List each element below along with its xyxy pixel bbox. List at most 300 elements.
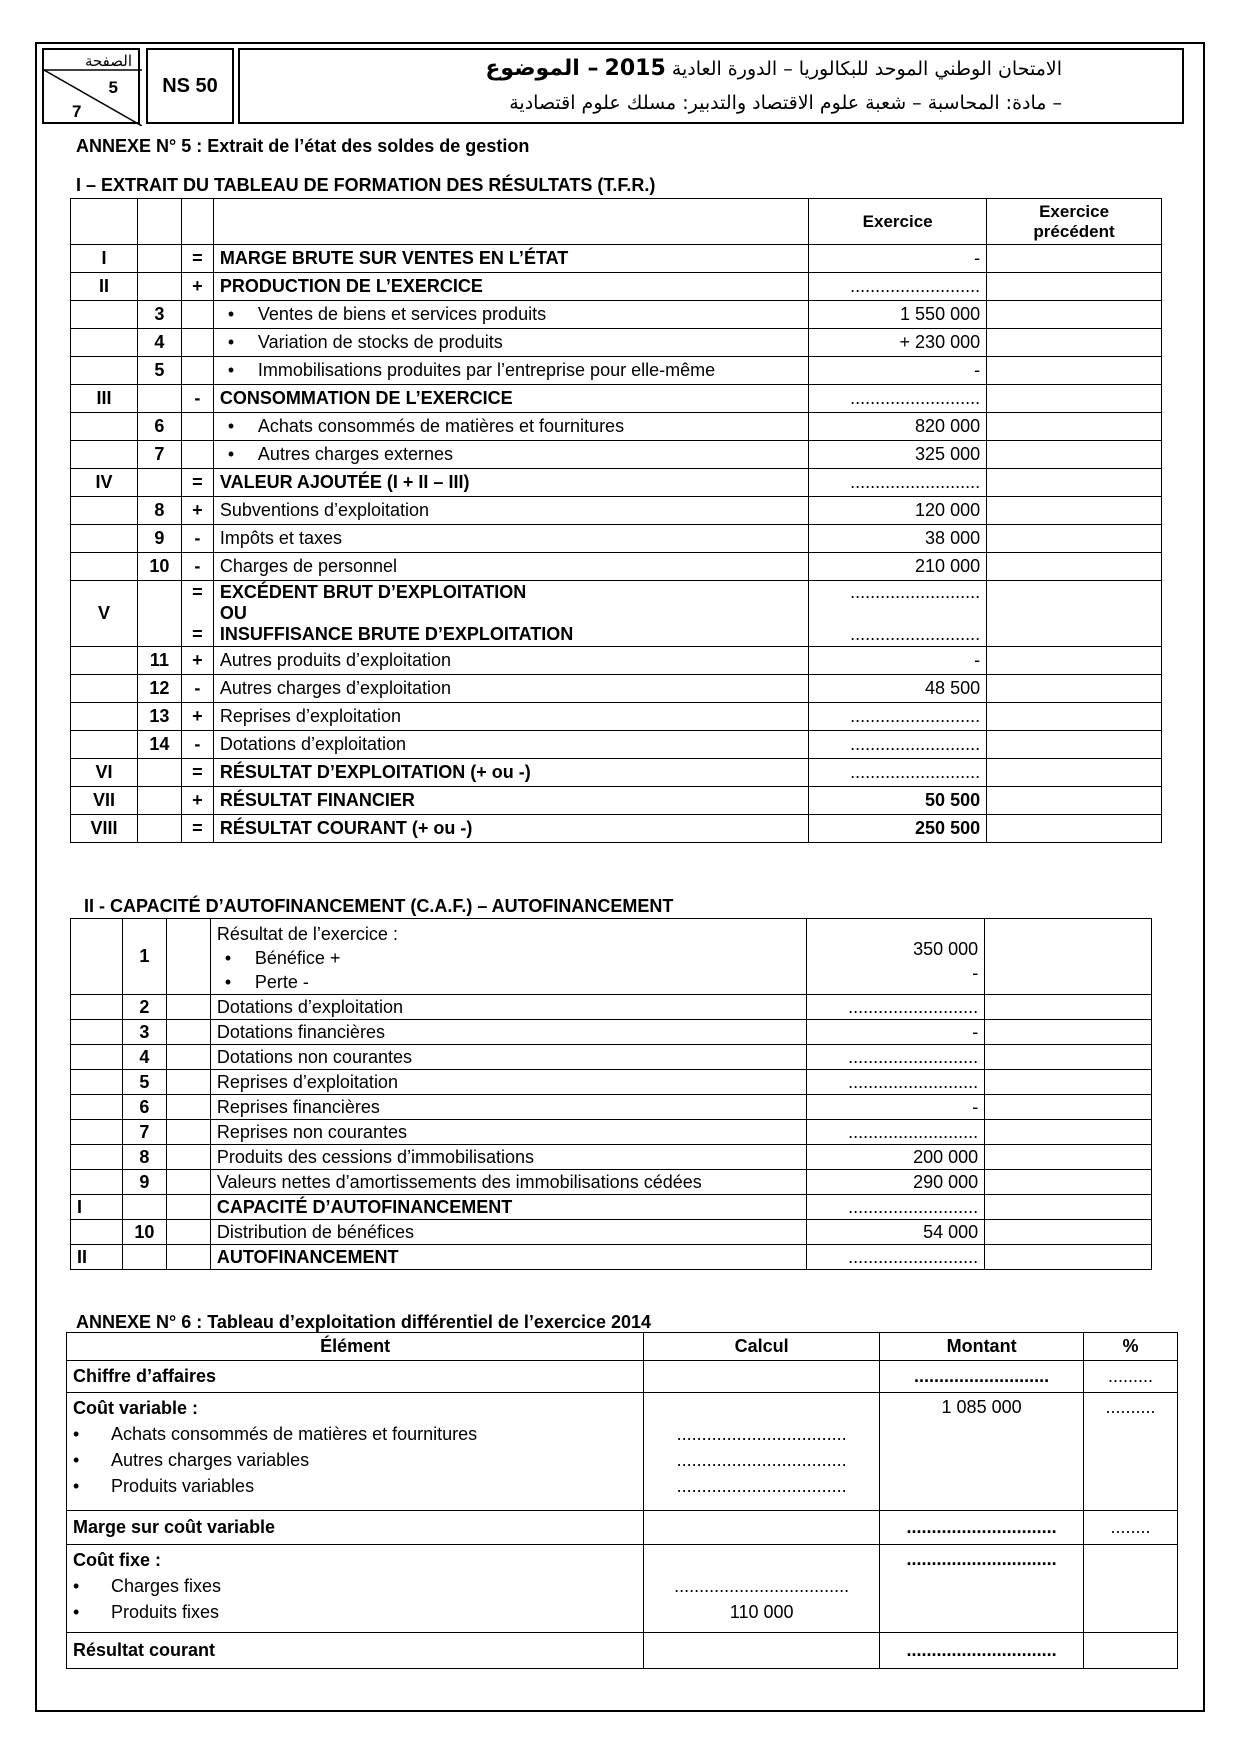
a6-ca-pct: .........	[1084, 1361, 1178, 1393]
tfr-header-empty	[71, 199, 138, 245]
tfr-num	[137, 273, 181, 301]
a6-cf-item: • Charges fixes	[73, 1573, 637, 1599]
tfr-sign-spacer	[188, 603, 207, 624]
tfr-header-empty	[181, 199, 213, 245]
tfr-sign: -	[181, 731, 213, 759]
tfr-roman	[71, 675, 138, 703]
caf-row	[71, 1120, 1152, 1145]
caf-empty	[166, 1220, 210, 1245]
caf-benefice-label: • Bénéfice +	[217, 946, 800, 970]
tfr-header-row	[71, 199, 1162, 245]
a6-cv-montant: 1 085 000	[880, 1393, 1084, 1511]
caf-value: -	[807, 1095, 985, 1120]
tfr-num	[137, 759, 181, 787]
tfr-num: 7	[137, 441, 181, 469]
a6-col-pct: %	[1084, 1333, 1178, 1361]
a6-cv-item: • Autres charges variables	[73, 1447, 637, 1473]
tfr-roman	[71, 357, 138, 385]
tfr-sign: +	[181, 787, 213, 815]
caf-label: Reprises d’exploitation	[210, 1070, 806, 1095]
tfr-label: • Autres charges externes	[213, 441, 808, 469]
a6-cf-calc-2: 110 000	[729, 1602, 794, 1622]
caf-label: Produits des cessions d’immobilisations	[210, 1145, 806, 1170]
a6-mcv-montant: ..............................	[880, 1511, 1084, 1545]
tfr-num: 14	[137, 731, 181, 759]
ibe-value: ..........................	[850, 624, 981, 644]
caf-num: 2	[122, 995, 166, 1020]
caf-value: ..........................	[807, 1245, 985, 1270]
tfr-num	[137, 469, 181, 497]
caf-roman: I	[71, 1195, 123, 1220]
tfr-roman	[71, 553, 138, 581]
tfr-value: 120 000	[809, 497, 987, 525]
caf-empty	[166, 1195, 210, 1220]
tfr-label: • Achats consommés de matières et fournitures	[213, 413, 808, 441]
title-line-1-prefix: الامتحان الوطني الموحد للبكالوريا – الدورة العادية	[671, 58, 1062, 80]
caf-roman: II	[71, 1245, 123, 1270]
tfr-label: • Variation de stocks de produits	[213, 329, 808, 357]
page-box	[42, 48, 140, 124]
tfr-value: ..........................	[809, 385, 987, 413]
caf-prev	[985, 1070, 1152, 1095]
caf-roman	[71, 1220, 123, 1245]
a6-cv-list	[73, 1421, 637, 1499]
tfr-num: 12	[137, 675, 181, 703]
caf-num	[122, 1245, 166, 1270]
caf-roman	[71, 1145, 123, 1170]
tfr-sign-2: =	[192, 624, 203, 644]
tfr-sign: -	[181, 525, 213, 553]
caf-prev	[985, 1020, 1152, 1045]
a6-mcv-label: Marge sur coût variable	[67, 1511, 644, 1545]
a6-ca-montant: ...........................	[880, 1361, 1084, 1393]
tfr-label: Autres charges d’exploitation	[213, 675, 808, 703]
tfr-value: 250 500	[809, 815, 987, 843]
caf-roman	[71, 919, 123, 995]
tfr-sign: +	[181, 703, 213, 731]
v-spacer	[815, 603, 980, 624]
a6-rc-montant: ..............................	[880, 1633, 1084, 1669]
caf-row	[71, 1170, 1152, 1195]
tfr-prev	[987, 731, 1162, 759]
caf-prev	[985, 919, 1152, 995]
tfr-col-exercice-prec-2: précédent	[1033, 221, 1115, 241]
caf-label: Dotations d’exploitation	[210, 995, 806, 1020]
page-label: الصفحة	[84, 52, 132, 70]
a6-cf-list	[73, 1573, 637, 1625]
title-line-1-suffix: – الموضوع	[485, 56, 599, 81]
tfr-row-v	[71, 581, 1162, 647]
tfr-num: 9	[137, 525, 181, 553]
tfr-roman	[71, 647, 138, 675]
caf-label: CAPACITÉ D’AUTOFINANCEMENT	[210, 1195, 806, 1220]
tfr-sign	[181, 441, 213, 469]
tfr-sign	[181, 581, 213, 647]
caf-empty	[166, 1145, 210, 1170]
tfr-value: ..........................	[809, 731, 987, 759]
tfr-col-exercice-prec-1: Exercice	[1039, 201, 1110, 221]
tfr-value: ..........................	[809, 469, 987, 497]
exam-title-box	[238, 48, 1184, 124]
tfr-sign	[181, 329, 213, 357]
tfr-row	[71, 413, 1162, 441]
a6-ca-label: Chiffre d’affaires	[67, 1361, 644, 1393]
tfr-row	[71, 385, 1162, 413]
tfr-label-v	[213, 581, 808, 647]
caf-num: 7	[122, 1120, 166, 1145]
caf-value: ..........................	[807, 1070, 985, 1095]
tfr-value: -	[809, 647, 987, 675]
caf-roman	[71, 1020, 123, 1045]
tfr-label: • Ventes de biens et services produits	[213, 301, 808, 329]
tfr-num	[137, 787, 181, 815]
tfr-prev	[987, 525, 1162, 553]
caf-num: 5	[122, 1070, 166, 1095]
tfr-sign	[181, 301, 213, 329]
tfr-prev	[987, 385, 1162, 413]
tfr-row	[71, 703, 1162, 731]
tfr-label: • Immobilisations produites par l’entreprise pour elle-même	[213, 357, 808, 385]
tfr-row	[71, 675, 1162, 703]
a6-cv-item: • Achats consommés de matières et fournitures	[73, 1421, 637, 1447]
tfr-sign: =	[181, 759, 213, 787]
tfr-roman: VII	[71, 787, 138, 815]
caf-roman	[71, 1095, 123, 1120]
tfr-roman	[71, 497, 138, 525]
tfr-value: 48 500	[809, 675, 987, 703]
a6-rc-label: Résultat courant	[67, 1633, 644, 1669]
caf-empty	[166, 1120, 210, 1145]
caf-value: -	[807, 1020, 985, 1045]
a6-mcv-pct: ........	[1084, 1511, 1178, 1545]
a6-cv-calc: ..................................	[676, 1424, 847, 1444]
caf-prev	[985, 1145, 1152, 1170]
caf-label: Distribution de bénéfices	[210, 1220, 806, 1245]
caf-row-resultat	[71, 919, 1152, 995]
tfr-roman	[71, 413, 138, 441]
caf-prev	[985, 1120, 1152, 1145]
tfr-value-v	[809, 581, 987, 647]
tfr-value: 1 550 000	[809, 301, 987, 329]
tfr-num: 13	[137, 703, 181, 731]
a6-header-row	[67, 1333, 1178, 1361]
tfr-label: Subventions d’exploitation	[213, 497, 808, 525]
tfr-value: ..........................	[809, 759, 987, 787]
exam-code: NS 50	[146, 48, 234, 124]
tfr-sign	[181, 413, 213, 441]
caf-row	[71, 1195, 1152, 1220]
caf-prev	[985, 1170, 1152, 1195]
caf-empty	[166, 1045, 210, 1070]
a6-rc-calc	[644, 1633, 880, 1669]
a6-cf-calc-cell	[644, 1545, 880, 1633]
a6-cf-label: Coût fixe :	[73, 1550, 161, 1570]
tfr-label: RÉSULTAT FINANCIER	[213, 787, 808, 815]
annexe6-title: ANNEXE N° 6 : Tableau d’exploitation différentiel de l’exercice 2014	[76, 1312, 652, 1332]
tfr-num: 6	[137, 413, 181, 441]
tfr-prev	[987, 413, 1162, 441]
tfr-prev	[987, 675, 1162, 703]
tfr-label: Impôts et taxes	[213, 525, 808, 553]
tfr-row	[71, 329, 1162, 357]
a6-cv-calc: ..................................	[676, 1476, 847, 1496]
caf-prev	[985, 1095, 1152, 1120]
a6-row-cv	[67, 1393, 1178, 1511]
tfr-prev	[987, 815, 1162, 843]
caf-roman	[71, 995, 123, 1020]
title-line-1	[485, 56, 1062, 81]
tfr-row	[71, 553, 1162, 581]
tfr-value: 210 000	[809, 553, 987, 581]
caf-num: 8	[122, 1145, 166, 1170]
tfr-prev	[987, 703, 1162, 731]
tfr-row	[71, 441, 1162, 469]
a6-cf-pct	[1084, 1545, 1178, 1633]
caf-roman	[71, 1045, 123, 1070]
caf-value-resultat	[807, 919, 985, 995]
caf-label: Reprises non courantes	[210, 1120, 806, 1145]
caf-num: 10	[122, 1220, 166, 1245]
a6-row-cf	[67, 1545, 1178, 1633]
a6-row-ca	[67, 1361, 1178, 1393]
title-year: 2015	[604, 56, 666, 81]
tfr-label: Reprises d’exploitation	[213, 703, 808, 731]
tfr-value: 820 000	[809, 413, 987, 441]
tfr-label: PRODUCTION DE L’EXERCICE	[213, 273, 808, 301]
caf-roman	[71, 1120, 123, 1145]
caf-resultat-label: Résultat de l’exercice :	[216, 923, 398, 944]
tfr-roman	[71, 731, 138, 759]
annexe5-title: ANNEXE N° 5 : Extrait de l’état des soldes de gestion	[76, 136, 530, 156]
caf-num: 9	[122, 1170, 166, 1195]
tfr-value: 50 500	[809, 787, 987, 815]
tfr-label: RÉSULTAT D’EXPLOITATION (+ ou -)	[213, 759, 808, 787]
caf-empty	[166, 1070, 210, 1095]
caf-label: Dotations non courantes	[210, 1045, 806, 1070]
tfr-roman: IV	[71, 469, 138, 497]
a6-cv-item: • Produits variables	[73, 1473, 637, 1499]
a6-rc-pct	[1084, 1633, 1178, 1669]
tfr-sign: -	[181, 553, 213, 581]
tfr-row	[71, 525, 1162, 553]
tfr-num: 10	[137, 553, 181, 581]
caf-value: 200 000	[807, 1145, 985, 1170]
a6-row-mcv	[67, 1511, 1178, 1545]
caf-label: AUTOFINANCEMENT	[210, 1245, 806, 1270]
tfr-sign-1: =	[192, 582, 203, 602]
a6-cf-montant: ..............................	[880, 1545, 1084, 1633]
tfr-label: MARGE BRUTE SUR VENTES EN L’ÉTAT	[213, 245, 808, 273]
caf-empty	[166, 1245, 210, 1270]
tfr-label: RÉSULTAT COURANT (+ ou -)	[213, 815, 808, 843]
tfr-num	[137, 245, 181, 273]
tfr-row	[71, 301, 1162, 329]
tfr-num: 3	[137, 301, 181, 329]
tfr-roman	[71, 525, 138, 553]
caf-value: ..........................	[807, 1045, 985, 1070]
tfr-sign: +	[181, 647, 213, 675]
tfr-prev	[987, 469, 1162, 497]
caf-value: 290 000	[807, 1170, 985, 1195]
ou-label: OU	[219, 603, 247, 623]
tfr-row	[71, 787, 1162, 815]
tfr-prev	[987, 497, 1162, 525]
caf-row	[71, 1220, 1152, 1245]
tfr-label: Dotations d’exploitation	[213, 731, 808, 759]
tfr-prev	[987, 245, 1162, 273]
a6-col-montant: Montant	[880, 1333, 1084, 1361]
exam-header	[42, 48, 1184, 124]
caf-roman	[71, 1170, 123, 1195]
tfr-sign: -	[181, 385, 213, 413]
tfr-row	[71, 647, 1162, 675]
caf-empty	[166, 1020, 210, 1045]
caf-prev	[985, 1195, 1152, 1220]
caf-row	[71, 1245, 1152, 1270]
tfr-prev	[987, 301, 1162, 329]
tfr-roman: VI	[71, 759, 138, 787]
title-line-2: – مادة: المحاسبة – شعبة علوم الاقتصاد والتدبير: مسلك علوم اقتصادية	[509, 92, 1062, 114]
page-total: 7	[72, 102, 82, 121]
tfr-col-exercice-precedent	[987, 199, 1162, 245]
a6-cf-calc-1: ...................................	[674, 1576, 850, 1596]
tfr-row	[71, 497, 1162, 525]
tfr-row	[71, 357, 1162, 385]
tfr-label: CONSOMMATION DE L’EXERCICE	[213, 385, 808, 413]
a6-cv-label: Coût variable :	[73, 1398, 199, 1418]
tfr-sign: =	[181, 815, 213, 843]
tfr-roman	[71, 329, 138, 357]
tfr-roman	[71, 441, 138, 469]
tfr-prev	[987, 759, 1162, 787]
caf-perte-label: • Perte -	[217, 970, 800, 994]
caf-row	[71, 1020, 1152, 1045]
tfr-prev	[987, 441, 1162, 469]
tfr-header-empty	[213, 199, 808, 245]
caf-value: ..........................	[807, 1195, 985, 1220]
caf-title: II - CAPACITÉ D’AUTOFINANCEMENT (C.A.F.) – AUTOFINANCEMENT	[84, 896, 674, 916]
caf-label-resultat	[210, 919, 806, 995]
caf-label: Reprises financières	[210, 1095, 806, 1120]
ibe-label: INSUFFISANCE BRUTE D’EXPLOITATION	[219, 624, 574, 644]
caf-label: Dotations financières	[210, 1020, 806, 1045]
tfr-value: 38 000	[809, 525, 987, 553]
tfr-col-exercice: Exercice	[809, 199, 987, 245]
caf-prev	[985, 995, 1152, 1020]
a6-col-element: Élément	[67, 1333, 644, 1361]
tfr-row	[71, 759, 1162, 787]
tfr-num: 8	[137, 497, 181, 525]
caf-table	[70, 918, 1152, 1270]
tfr-roman: V	[71, 581, 138, 647]
caf-num	[122, 1195, 166, 1220]
caf-num: 6	[122, 1095, 166, 1120]
a6-cv-calc-cell	[644, 1393, 880, 1511]
tfr-num	[137, 385, 181, 413]
tfr-prev	[987, 581, 1162, 647]
page-number: 5	[108, 78, 118, 97]
tfr-label: Charges de personnel	[213, 553, 808, 581]
tfr-num: 11	[137, 647, 181, 675]
caf-value: ..........................	[807, 1120, 985, 1145]
tfr-value: ..........................	[809, 273, 987, 301]
tfr-roman: III	[71, 385, 138, 413]
tfr-row	[71, 273, 1162, 301]
tfr-title: I – EXTRAIT DU TABLEAU DE FORMATION DES RÉSULTATS (T.F.R.)	[76, 175, 656, 195]
tfr-value: -	[809, 245, 987, 273]
tfr-row	[71, 815, 1162, 843]
caf-num: 4	[122, 1045, 166, 1070]
tfr-sign: =	[181, 469, 213, 497]
tfr-label: VALEUR AJOUTÉE (I + II – III)	[213, 469, 808, 497]
tfr-sign	[181, 357, 213, 385]
tfr-prev	[987, 787, 1162, 815]
caf-perte-value: -	[972, 963, 979, 983]
tfr-sign: +	[181, 273, 213, 301]
caf-prev	[985, 1245, 1152, 1270]
caf-value: 54 000	[807, 1220, 985, 1245]
caf-empty	[166, 1170, 210, 1195]
caf-row	[71, 1145, 1152, 1170]
a6-cf-item: • Produits fixes	[73, 1599, 637, 1625]
tfr-table	[70, 198, 1162, 843]
tfr-value: -	[809, 357, 987, 385]
caf-prev	[985, 1045, 1152, 1070]
tfr-header-empty	[137, 199, 181, 245]
tfr-value: ..........................	[809, 703, 987, 731]
caf-row	[71, 1045, 1152, 1070]
a6-cv-cell	[67, 1393, 644, 1511]
caf-row	[71, 1070, 1152, 1095]
a6-cf-cell	[67, 1545, 644, 1633]
tfr-num: 5	[137, 357, 181, 385]
tfr-roman: I	[71, 245, 138, 273]
tfr-row	[71, 731, 1162, 759]
caf-row	[71, 1095, 1152, 1120]
tfr-prev	[987, 273, 1162, 301]
tfr-roman	[71, 301, 138, 329]
a6-cv-calc: ..................................	[676, 1450, 847, 1470]
a6-ca-calc	[644, 1361, 880, 1393]
caf-label: Valeurs nettes d’amortissements des immobilisations cédées	[210, 1170, 806, 1195]
tfr-row	[71, 469, 1162, 497]
caf-num: 3	[122, 1020, 166, 1045]
tfr-prev	[987, 647, 1162, 675]
ebe-label: EXCÉDENT BRUT D’EXPLOITATION	[219, 582, 527, 602]
tfr-roman: II	[71, 273, 138, 301]
tfr-roman: VIII	[71, 815, 138, 843]
tfr-sign: -	[181, 675, 213, 703]
tfr-num	[137, 581, 181, 647]
a6-col-calcul: Calcul	[644, 1333, 880, 1361]
tfr-sign: +	[181, 497, 213, 525]
annexe6-table	[66, 1332, 1178, 1669]
tfr-label: Autres produits d’exploitation	[213, 647, 808, 675]
caf-empty	[166, 1095, 210, 1120]
caf-benefice-value: 350 000	[913, 939, 979, 959]
tfr-value: + 230 000	[809, 329, 987, 357]
tfr-num	[137, 815, 181, 843]
ebe-value: ..........................	[850, 582, 981, 602]
caf-roman	[71, 1070, 123, 1095]
tfr-prev	[987, 553, 1162, 581]
tfr-sign: =	[181, 245, 213, 273]
tfr-prev	[987, 329, 1162, 357]
caf-empty	[166, 919, 210, 995]
tfr-row	[71, 245, 1162, 273]
tfr-roman	[71, 703, 138, 731]
caf-num: 1	[122, 919, 166, 995]
